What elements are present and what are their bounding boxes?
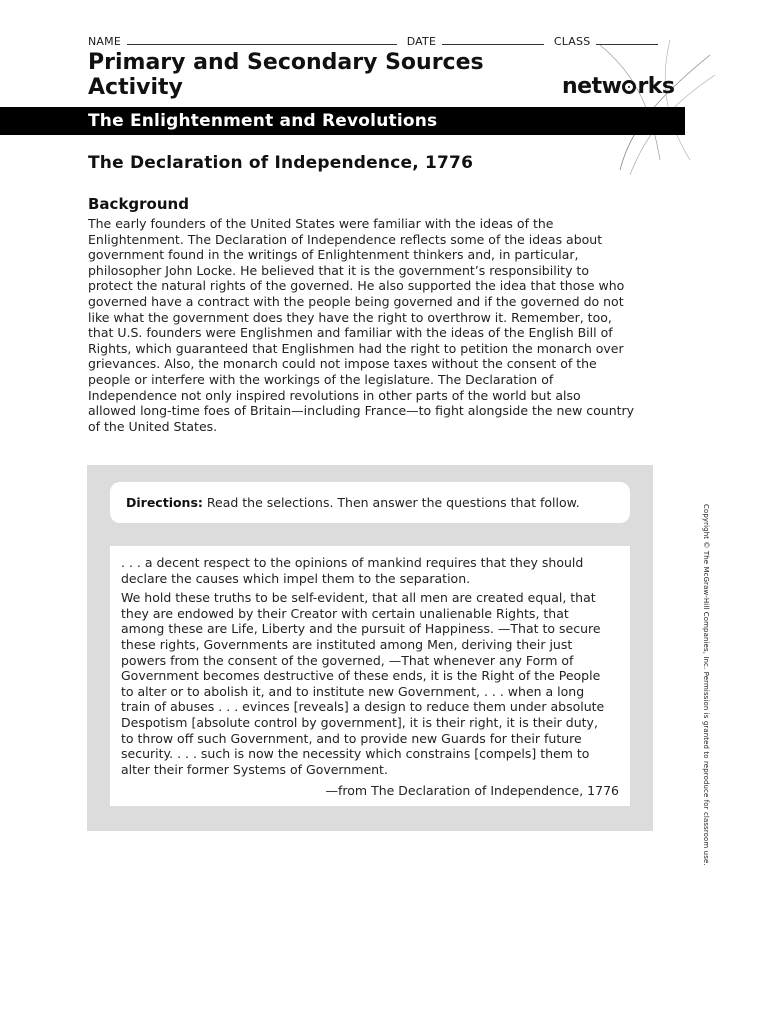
logo-o-icon bbox=[622, 80, 636, 94]
background-line: Enlightenment. The Declaration of Independence reflects some of the ideas about bbox=[88, 231, 603, 247]
quote-line: declare the causes which impel them to the separation. bbox=[121, 570, 471, 586]
quote-line: We hold these truths to be self-evident, that all men are created equal, that bbox=[121, 590, 596, 606]
background-line: that U.S. founders were Englishmen and familiar with the ideas of the English Bill of bbox=[88, 325, 613, 341]
copyright-notice: Copyright © The McGraw-Hill Companies, Inc. Permission is granted to reproduce for classroom use. bbox=[702, 504, 710, 866]
directions-instruction: Read the selections. Then answer the questions that follow. bbox=[206, 495, 580, 510]
background-line: allowed long-time foes of Britain—including France—to fight alongside the new country bbox=[88, 403, 635, 419]
document-heading: The Declaration of Independence, 1776 bbox=[88, 153, 474, 173]
quote-line: . . . a decent respect to the opinions of mankind requires that they should bbox=[121, 555, 584, 570]
quote-line: Government becomes destructive of these ends, it is the Right of the People bbox=[121, 668, 601, 684]
quote-line: alter their former Systems of Government. bbox=[121, 761, 388, 777]
quote-line: Despotism [absolute control by government], it is their right, it is their duty, bbox=[121, 714, 598, 730]
background-line: government found in the writings of Enlightenment thinkers and, in particular, bbox=[88, 247, 579, 263]
name-label: NAME bbox=[88, 35, 121, 48]
background-line: grievances. Also, the monarch could not impose taxes without the consent of the bbox=[88, 356, 597, 372]
class-label: CLASS bbox=[553, 35, 591, 48]
quote-source: —from The Declaration of Independence, 1776 bbox=[325, 783, 619, 798]
banner-title: The Enlightenment and Revolutions bbox=[88, 111, 438, 131]
background-line: people or interfere with the workings of the legislature. The Declaration of bbox=[88, 371, 554, 387]
page-title bbox=[88, 50, 484, 100]
quote-line: train of abuses . . . evinces [reveals] a design to reduce them under absolute bbox=[121, 699, 605, 715]
logo-text-end: rks bbox=[637, 74, 675, 99]
page-title-line-2: Activity bbox=[88, 75, 183, 100]
quote-line: security. . . . such is now the necessity which constrains [compels] them to bbox=[121, 746, 590, 762]
background-line: philosopher John Locke. He believed that it is the government’s responsibility to bbox=[88, 262, 589, 278]
directions-label: Directions: bbox=[126, 495, 203, 510]
page-title-line-1: Primary and Secondary Sources bbox=[88, 50, 484, 75]
directions-text bbox=[126, 495, 580, 510]
background-line: governed have a contract with the people being governed and if the governed do not bbox=[88, 293, 624, 309]
primary-source-quote bbox=[121, 555, 621, 777]
background-line: Independence not only inspired revolutions in other parts of the world but also bbox=[88, 387, 581, 403]
date-field[interactable] bbox=[442, 34, 544, 45]
background-line: Rights, which guaranteed that Englishmen had the right to petition the monarch over bbox=[88, 340, 624, 356]
quote-line: to alter or to abolish it, and to institute new Government, . . . when a long bbox=[121, 683, 585, 699]
networks-logo bbox=[562, 74, 675, 99]
date-label: DATE bbox=[406, 35, 437, 48]
quote-line: among these are Life, Liberty and the pursuit of Happiness. —That to secure bbox=[121, 621, 601, 637]
background-line: of the United States. bbox=[88, 418, 218, 434]
logo-text-start: netw bbox=[562, 74, 622, 99]
background-line: like what the government does they have the right to overthrow it. Remember, too, bbox=[88, 309, 612, 325]
name-field[interactable] bbox=[127, 34, 397, 45]
background-line: protect the natural rights of the governed. He also supported the idea that those who bbox=[88, 278, 625, 294]
quote-line: powers from the consent of the governed, —That whenever any Form of bbox=[121, 652, 574, 668]
quote-line: these rights, Governments are instituted among Men, deriving their just bbox=[121, 636, 573, 652]
background-paragraph bbox=[88, 216, 660, 434]
background-line: The early founders of the United States were familiar with the ideas of the bbox=[88, 216, 554, 231]
background-heading: Background bbox=[88, 195, 189, 213]
quote-line: they are endowed by their Creator with certain unalienable Rights, that bbox=[121, 605, 569, 621]
quote-line: to throw off such Government, and to provide new Guards for their future bbox=[121, 730, 582, 746]
